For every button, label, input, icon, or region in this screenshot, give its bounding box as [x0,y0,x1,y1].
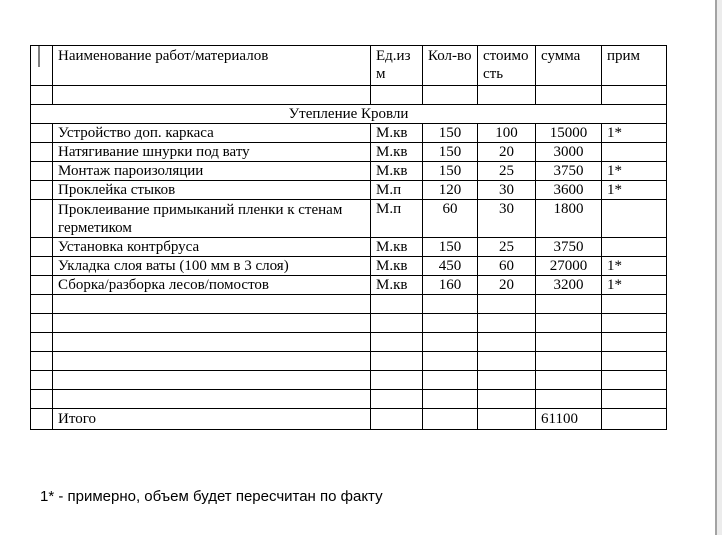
total-sum[interactable]: 61100 [536,409,602,430]
cell-sum[interactable]: 3000 [536,143,602,162]
cell-qty[interactable]: 150 [423,162,478,181]
cell-name[interactable]: Проклейка стыков [53,181,371,200]
table-row [31,181,667,200]
cell-price[interactable]: 25 [478,238,536,257]
header-cell-index[interactable] [31,46,53,86]
cell-qty[interactable]: 60 [423,200,478,238]
cell-name[interactable]: Устройство доп. каркаса [53,124,371,143]
scrollbar[interactable] [715,0,722,535]
header-cell-price[interactable]: стоимость [478,46,536,86]
cell-note[interactable] [602,200,667,238]
cell-name[interactable]: Натягивание шнурки под вату [53,143,371,162]
table-row [31,238,667,257]
cell-unit[interactable]: М.кв [371,143,423,162]
cell-name[interactable]: Укладка слоя ваты (100 мм в 3 слоя) [53,257,371,276]
header-cell-name[interactable]: Наименование работ/материалов [53,46,371,86]
estimate-table [30,45,667,430]
cell-unit[interactable]: М.кв [371,124,423,143]
cell-sum[interactable]: 3750 [536,162,602,181]
cell-qty[interactable]: 150 [423,143,478,162]
cell-sum[interactable]: 3750 [536,238,602,257]
cell-qty[interactable]: 150 [423,238,478,257]
table-row [31,162,667,181]
blank-row [31,86,667,105]
cell-note[interactable]: 1* [602,181,667,200]
cell-qty[interactable]: 120 [423,181,478,200]
table-header-row [31,46,667,86]
section-title[interactable]: Утепление Кровли [31,105,667,124]
cell-qty[interactable]: 160 [423,276,478,295]
cell-sum[interactable]: 3600 [536,181,602,200]
section-row [31,105,667,124]
cell-price[interactable]: 60 [478,257,536,276]
cell-qty[interactable]: 450 [423,257,478,276]
cell-price[interactable]: 25 [478,162,536,181]
cell-name[interactable]: Проклеивание примыканий пленки к стенам герметиком [53,200,371,238]
cell-sum[interactable]: 27000 [536,257,602,276]
cell-note[interactable]: 1* [602,257,667,276]
text-cursor [38,46,40,67]
table-row [31,276,667,295]
cell-price[interactable]: 100 [478,124,536,143]
empty-row [31,352,667,371]
cell-note[interactable]: 1* [602,124,667,143]
cell-qty[interactable]: 150 [423,124,478,143]
table-row [31,257,667,276]
header-cell-qty[interactable]: Кол-во [423,46,478,86]
table-row [31,124,667,143]
cell-price[interactable]: 30 [478,200,536,238]
cell-sum[interactable]: 3200 [536,276,602,295]
cell-price[interactable]: 20 [478,276,536,295]
cell-name[interactable]: Монтаж пароизоляции [53,162,371,181]
header-cell-sum[interactable]: сумма [536,46,602,86]
empty-row [31,295,667,314]
cell-unit[interactable]: М.п [371,200,423,238]
header-cell-note[interactable]: прим [602,46,667,86]
empty-row [31,390,667,409]
cell-sum[interactable]: 15000 [536,124,602,143]
empty-row [31,371,667,390]
cell-unit[interactable]: М.кв [371,162,423,181]
cell-price[interactable]: 20 [478,143,536,162]
empty-row [31,333,667,352]
cell-unit[interactable]: М.кв [371,276,423,295]
footnote-text[interactable]: 1* - примерно, объем будет пересчитан по факту [40,488,383,505]
cell-name[interactable]: Установка контрбруса [53,238,371,257]
table-row [31,200,667,238]
cell-unit[interactable]: М.п [371,181,423,200]
table-row [31,143,667,162]
cell-sum[interactable]: 1800 [536,200,602,238]
empty-row [31,314,667,333]
cell-unit[interactable]: М.кв [371,238,423,257]
cell-note[interactable] [602,238,667,257]
cell-note[interactable]: 1* [602,162,667,181]
header-cell-unit[interactable]: Ед.изм [371,46,423,86]
total-row [31,409,667,430]
total-label[interactable]: Итого [53,409,371,430]
cell-name[interactable]: Сборка/разборка лесов/помостов [53,276,371,295]
cell-price[interactable]: 30 [478,181,536,200]
cell-unit[interactable]: М.кв [371,257,423,276]
cell-note[interactable] [602,143,667,162]
cell-note[interactable]: 1* [602,276,667,295]
